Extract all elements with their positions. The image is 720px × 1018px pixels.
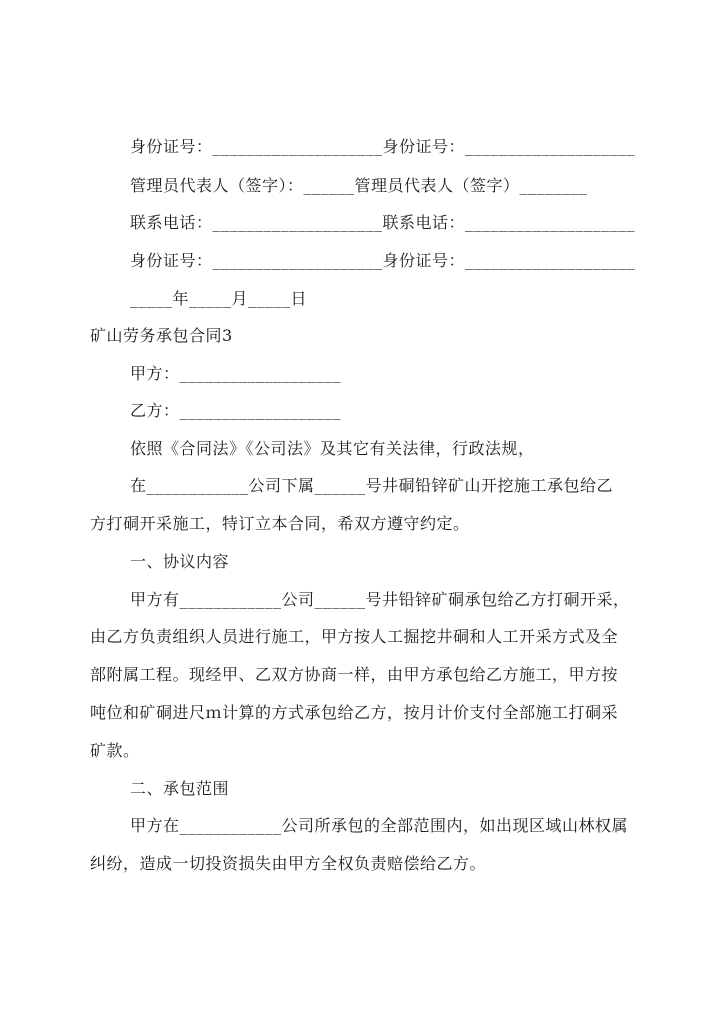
manager-signature-line: 管理员代表人（签字）：______管理员代表人（签字）________ [130, 176, 588, 195]
contract-title: 矿山劳务承包合同3 [90, 326, 233, 345]
section-1-heading: 一、协议内容 [130, 552, 230, 571]
phone-number-line: 联系电话：____________________联系电话：____________________ [130, 213, 636, 232]
party-b-line: 乙方：___________________ [130, 401, 342, 420]
section-1-paragraph-line-5: 矿款。 [90, 741, 140, 760]
date-line: _____年_____月_____日 [130, 289, 308, 308]
intro-paragraph-line-3: 方打硐开采施工，特订立本合同，希双方遵守约定。 [90, 514, 470, 533]
section-1-paragraph-line-2: 由乙方负责组织人员进行施工，甲方按人工掘挖井硐和人工开采方式及全 [90, 627, 619, 646]
id-number-line-1: 身份证号：____________________身份证号：____________________ [130, 137, 636, 156]
section-1-paragraph-line-1: 甲方有____________公司______号井铅锌矿硐承包给乙方打硐开采， [130, 590, 630, 609]
section-1-paragraph-line-3: 部附属工程。现经甲、乙双方协商一样，由甲方承包给乙方施工，甲方按 [90, 665, 619, 684]
id-number-line-2: 身份证号：____________________身份证号：____________________ [130, 251, 636, 270]
section-2-paragraph-line-2: 纠纷，造成一切投资损失由甲方全权负责赔偿给乙方。 [90, 854, 487, 873]
section-2-paragraph-line-1: 甲方在____________公司所承包的全部范围内，如出现区域山林权属 [130, 816, 629, 835]
intro-paragraph-line-2: 在____________公司下属______号井硐铅锌矿山开挖施工承包给乙 [130, 476, 614, 495]
intro-paragraph-line-1: 依照《合同法》《公司法》及其它有关法律，行政法规， [130, 439, 535, 458]
section-1-paragraph-line-4: 吨位和矿硐进尺ｍ计算的方式承包给乙方，按月计价支付全部施工打硐采 [90, 703, 619, 722]
section-2-heading: 二、承包范围 [130, 779, 230, 798]
party-a-line: 甲方：___________________ [130, 364, 342, 383]
